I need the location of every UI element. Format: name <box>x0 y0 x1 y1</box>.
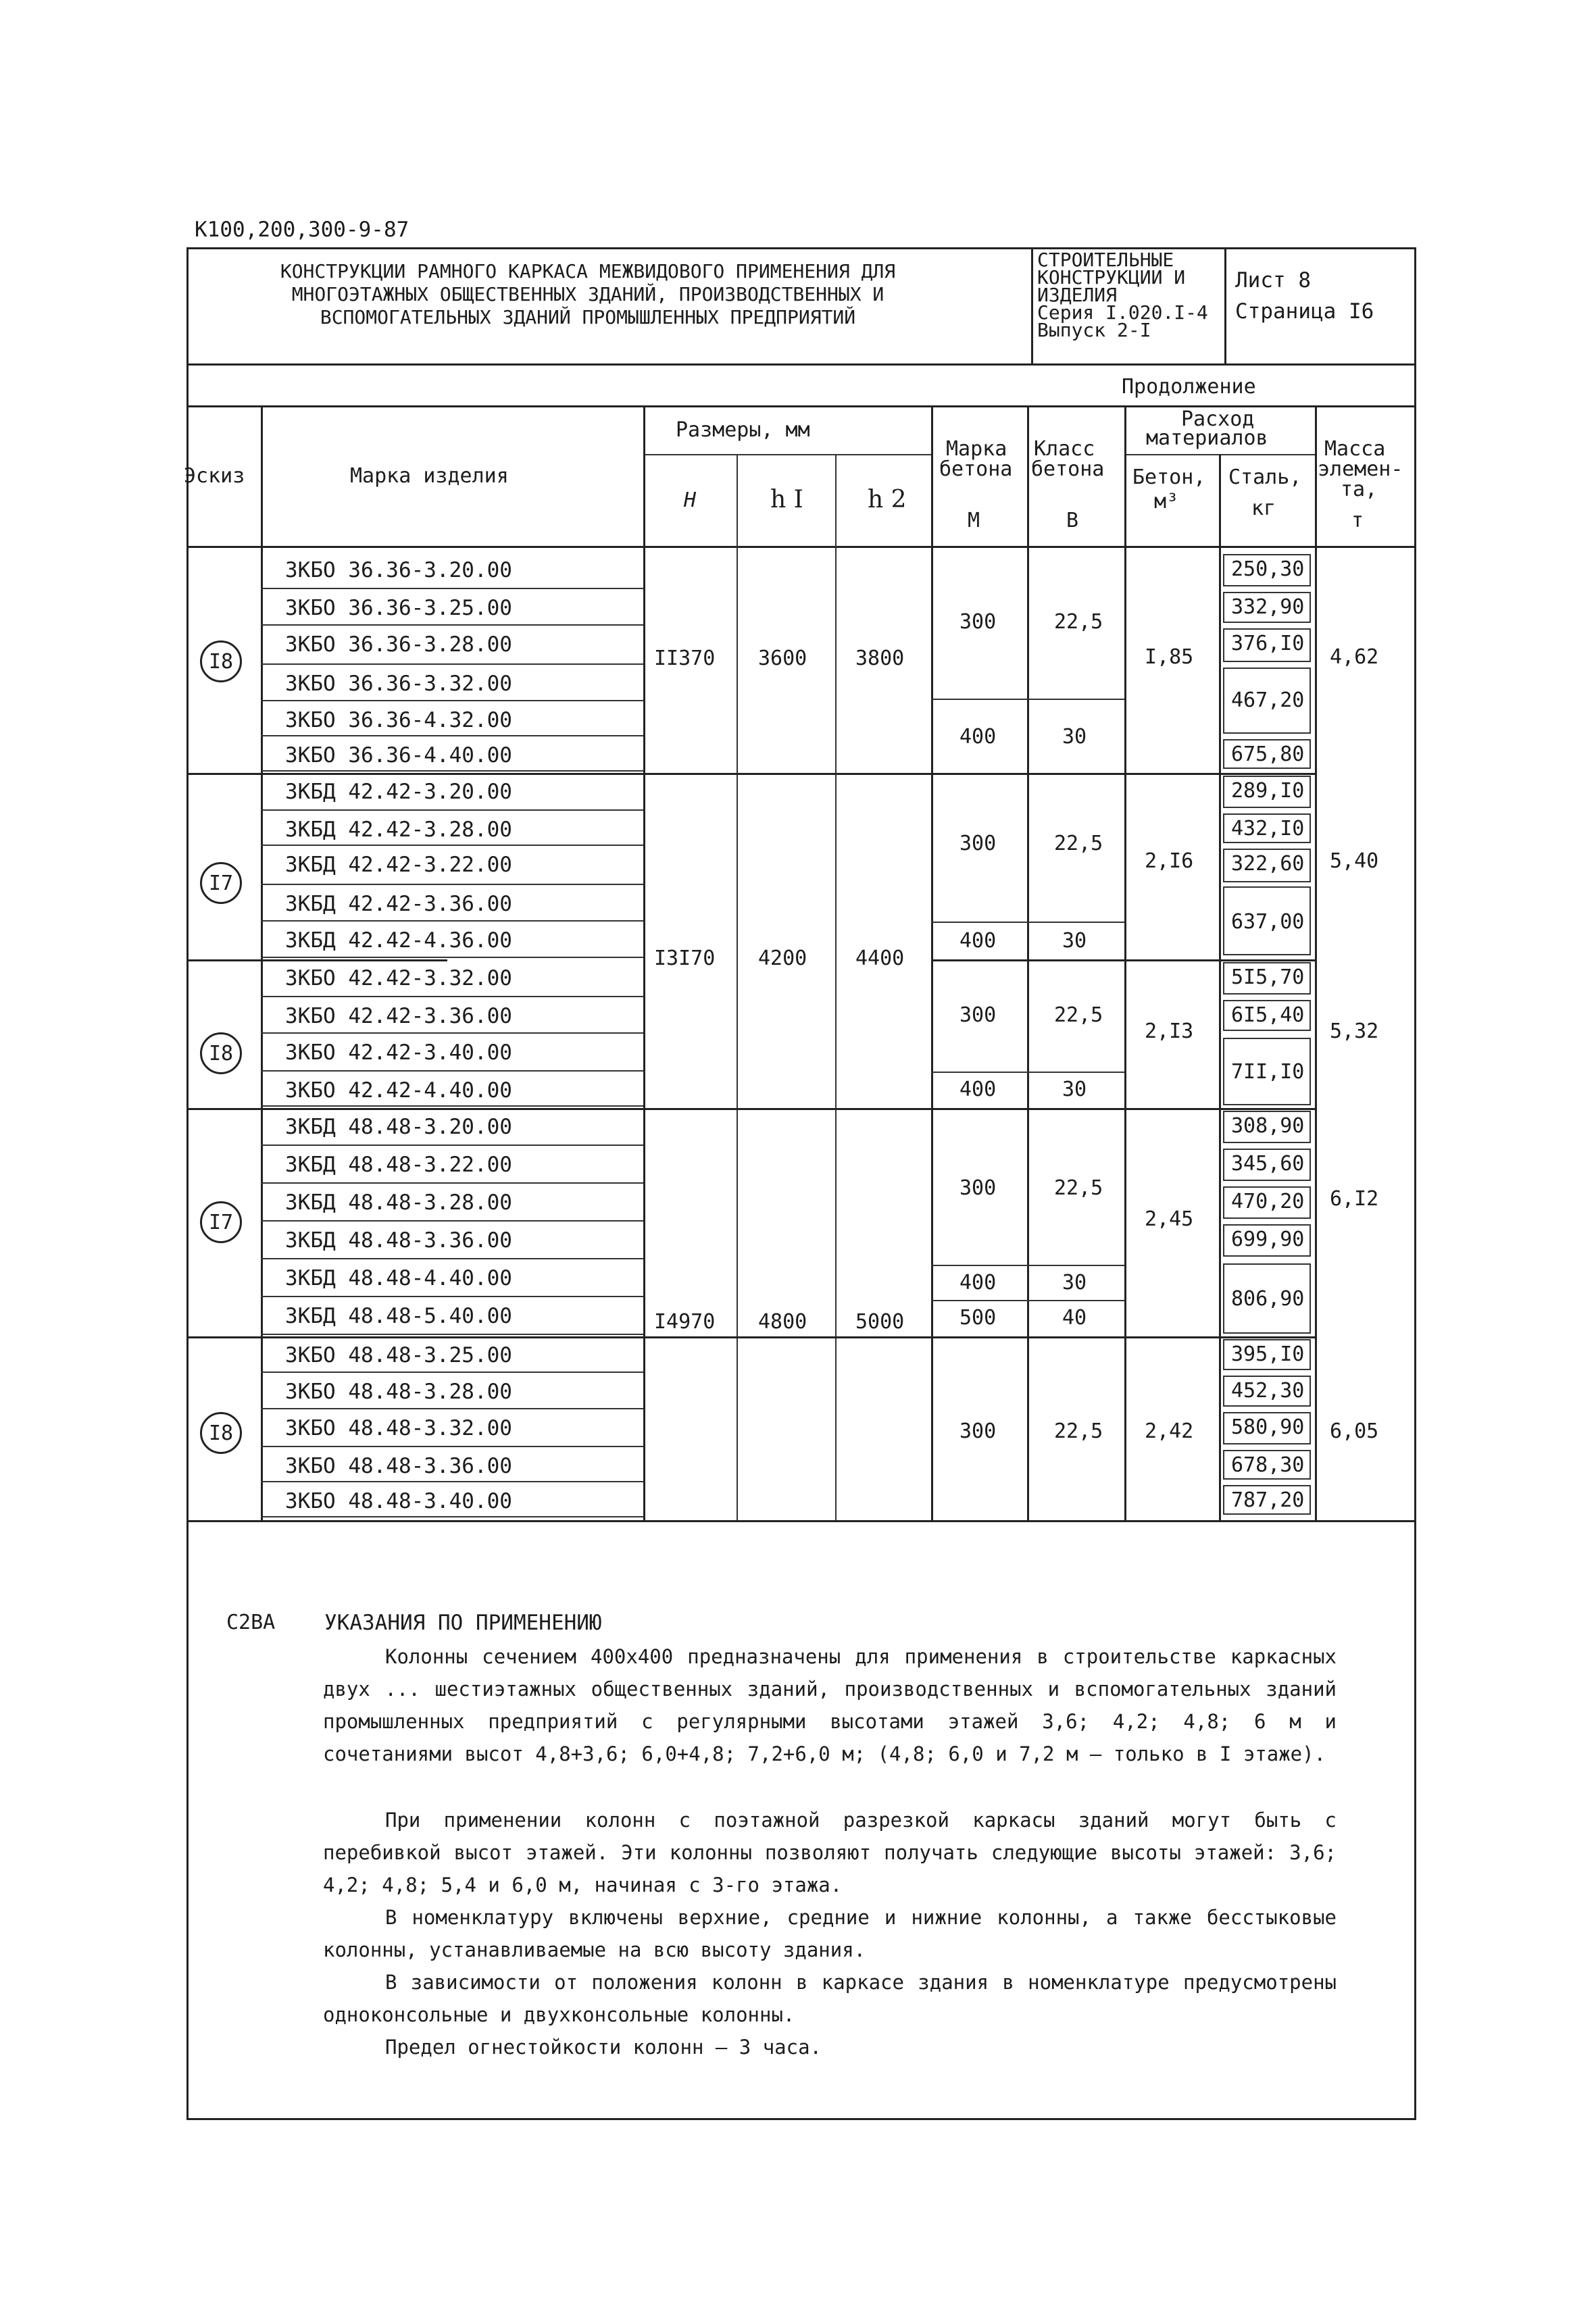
header-divider <box>1031 247 1033 363</box>
mark-row-rule <box>261 1182 643 1184</box>
table-row-steel: 470,20 <box>1231 1190 1305 1213</box>
col-rule <box>737 454 738 1520</box>
mark-row-rule <box>261 770 643 772</box>
table-row-steel: 6I5,40 <box>1231 1003 1305 1027</box>
header-class-3: В <box>1066 509 1079 532</box>
grade-rule <box>931 1300 1124 1301</box>
col-rule <box>643 405 645 1520</box>
group-rule <box>186 1336 1315 1338</box>
grade-rule <box>931 1072 1124 1073</box>
table-row-mark: 3КБО 36.36-3.32.00 <box>285 672 512 696</box>
mark-row-rule <box>261 624 643 626</box>
table-row-mark: 3КБО 42.42-4.40.00 <box>285 1078 512 1103</box>
mass-value: 5,32 <box>1330 1020 1379 1043</box>
class-value: 22,5 <box>1054 1419 1103 1443</box>
mark-row-rule <box>261 1408 643 1409</box>
table-row-steel: 452,30 <box>1231 1379 1305 1403</box>
grade-rule <box>931 699 1124 700</box>
mass-value: 6,I2 <box>1330 1187 1379 1211</box>
H-value: I3I70 <box>654 947 716 970</box>
document-code: К100,200,300-9-87 <box>195 218 409 242</box>
H-value: I4970 <box>654 1310 716 1334</box>
table-row-mark: 3КБО 48.48-3.40.00 <box>285 1489 512 1513</box>
grade-value: 300 <box>959 1176 997 1200</box>
class-value: 22,5 <box>1054 832 1103 855</box>
header-beton-2: м³ <box>1154 490 1179 513</box>
mark-row-rule <box>261 588 643 589</box>
table-row-steel: 376,I0 <box>1231 632 1305 655</box>
mark-row-rule <box>261 920 643 922</box>
sizes-rule <box>643 454 931 455</box>
mark-row-rule <box>261 1220 643 1222</box>
table-row-mark: 3КБД 48.48-3.28.00 <box>285 1190 512 1215</box>
table-row-mark: 3КБО 42.42-3.40.00 <box>285 1040 512 1065</box>
h1-value: 4800 <box>758 1310 807 1334</box>
class-value: 30 <box>1062 1078 1087 1101</box>
header-mass-3: та, <box>1341 478 1378 501</box>
table-row-steel: 308,90 <box>1231 1114 1305 1138</box>
sheet-number: Лист 8 <box>1235 268 1311 293</box>
steel-merged-value: 806,90 <box>1231 1287 1305 1311</box>
sketch-marker: I8 <box>200 640 242 682</box>
table-row-mark: 3КБД 42.42-4.36.00 <box>285 928 512 953</box>
header-title <box>223 260 953 329</box>
table-row-mark: 3КБО 42.42-3.32.00 <box>285 966 512 990</box>
table-row-steel: 580,90 <box>1231 1415 1305 1439</box>
col-rule <box>835 454 837 1520</box>
series-stamp <box>1037 251 1226 339</box>
steel-merged-value: 637,00 <box>1231 910 1305 934</box>
h2-value: 3800 <box>855 647 905 670</box>
notes-paragraph: При применении колонн с поэтажной разрезкой каркасы зданий могут быть с перебивкой высот этажей. Эти колонны позволяют получать следующие высоты этажей: 3,6; 4,2; 4,8; 5,4 и 6,0 м, начиная с 3-го этажа. <box>323 1809 1337 1896</box>
header-grade-1: Марка <box>946 437 1007 461</box>
steel-merged-value: 467,20 <box>1231 688 1305 712</box>
header-H: Н <box>684 488 697 512</box>
mark-row-rule <box>261 1516 643 1517</box>
table-row-steel: 678,30 <box>1231 1453 1305 1477</box>
grade-rule <box>931 1265 1124 1266</box>
header-consumption-2: материалов <box>1146 426 1268 450</box>
header-class-1: Класс <box>1034 437 1095 461</box>
stamp-line: Выпуск 2-I <box>1037 319 1151 341</box>
table-row-steel: 699,90 <box>1231 1228 1305 1251</box>
sheet-info <box>1235 265 1374 327</box>
table-row-mark: 3КБО 48.48-3.36.00 <box>285 1454 512 1478</box>
mark-row-rule <box>261 1372 643 1373</box>
grade-value: 400 <box>959 1078 997 1101</box>
mark-row-rule <box>261 1032 643 1034</box>
header-sizes: Размеры, мм <box>676 418 810 442</box>
grade-rule <box>931 922 1124 923</box>
grade-value: 300 <box>959 1419 997 1443</box>
beton-value: 2,42 <box>1145 1419 1194 1443</box>
class-value: 30 <box>1062 725 1087 749</box>
page-number: Страница I6 <box>1235 299 1374 324</box>
stamp-line: КОНСТРУКЦИИ И <box>1037 266 1186 288</box>
class-value: 22,5 <box>1054 610 1103 634</box>
table-row-steel: 5I5,70 <box>1231 965 1305 989</box>
mark-row-rule <box>261 884 643 885</box>
group-rule <box>186 773 1315 775</box>
header-h1: h I <box>770 486 803 513</box>
table-row-steel: 345,60 <box>1231 1152 1305 1176</box>
mark-row-rule <box>261 809 643 811</box>
mark-row-rule <box>261 957 643 958</box>
table-row-mark: 3КБО 36.36-4.32.00 <box>285 708 512 732</box>
mark-row-rule <box>261 663 643 665</box>
table-row-steel: 322,60 <box>1231 852 1305 876</box>
beton-value: 2,I6 <box>1145 849 1194 873</box>
header-beton-1: Бетон, <box>1132 466 1206 489</box>
col-rule <box>931 405 933 1520</box>
steel-merged-value: 7II,I0 <box>1231 1060 1305 1084</box>
table-header-bottom-rule <box>186 546 1416 548</box>
stamp-line: ИЗДЕЛИЯ <box>1037 284 1118 306</box>
header-h2: h 2 <box>868 486 907 513</box>
mark-row-rule <box>261 735 643 736</box>
beton-value: 2,45 <box>1145 1207 1194 1231</box>
grade-value: 300 <box>959 1003 997 1027</box>
class-value: 22,5 <box>1054 1176 1103 1200</box>
notes-paragraph: В зависимости от положения колонн в каркасе здания в номенклатуре предусмотрены одноконсольные и двухконсольные колонны. <box>323 1971 1337 2026</box>
sketch-marker: I8 <box>200 1032 242 1074</box>
table-row-mark: 3КБД 42.42-3.20.00 <box>285 780 512 804</box>
mark-row-rule <box>261 1446 643 1447</box>
header-title-line: ВСПОМОГАТЕЛЬНЫХ ЗДАНИЙ ПРОМЫШЛЕННЫХ ПРЕДПРИЯТИЙ <box>320 306 856 328</box>
h2-value: 4400 <box>855 947 905 970</box>
grade-value: 500 <box>959 1306 997 1330</box>
notes-title: УКАЗАНИЯ ПО ПРИМЕНЕНИЮ <box>324 1611 602 1635</box>
h2-value: 5000 <box>855 1310 905 1334</box>
mark-row-rule <box>261 700 643 701</box>
table-row-steel: 289,I0 <box>1231 779 1305 803</box>
table-row-mark: 3КБО 48.48-3.28.00 <box>285 1380 512 1404</box>
mark-row-rule <box>261 845 643 846</box>
table-row-mark: 3КБД 48.48-4.40.00 <box>285 1266 512 1290</box>
header-mark: Марка изделия <box>350 464 509 488</box>
table-row-steel: 395,I0 <box>1231 1342 1305 1366</box>
table-row-mark: 3КБО 36.36-3.25.00 <box>285 596 512 620</box>
h1-value: 3600 <box>758 647 807 670</box>
sketch-marker: I7 <box>200 1201 242 1243</box>
grade-value: 300 <box>959 832 997 855</box>
col-rule <box>261 405 263 1520</box>
mark-row-rule <box>261 1145 643 1146</box>
H-value: II370 <box>654 647 716 670</box>
grade-value: 300 <box>959 610 997 634</box>
stamp-line: Серия I.020.I-4 <box>1037 301 1208 324</box>
continuation-label: Продолжение <box>1122 375 1256 399</box>
mark-row-rule <box>261 1105 643 1107</box>
mass-value: 5,40 <box>1330 849 1379 873</box>
notes-paragraph: Колонны сечением 400х400 предназначены для применения в строительстве каркасных двух ... шестиэтажных общественных зданий, производственных и вспомогательных зданий промышленных предприятий с регулярными высотами этажей 3,6; 4,2; 4,8; 6 м и сочетаниями высот 4,8+3,6; 6,0+4,8; 7,2+6,0 м; (4,8; 6,0 и 7,2 м – только в I этаже). <box>323 1645 1337 1765</box>
mark-row-rule <box>261 1258 643 1259</box>
table-row-mark: 3КБД 42.42-3.22.00 <box>285 853 512 877</box>
table-row-steel: 332,90 <box>1231 595 1305 619</box>
table-row-mark: 3КБО 42.42-3.36.00 <box>285 1004 512 1028</box>
mass-value: 4,62 <box>1330 645 1379 669</box>
header-consumption-1: Расход <box>1181 407 1255 431</box>
sketch-marker: I7 <box>200 862 242 904</box>
header-steel-1: Сталь, <box>1228 466 1302 489</box>
table-row-mark: 3КБО 48.48-3.25.00 <box>285 1343 512 1367</box>
class-value: 30 <box>1062 929 1087 953</box>
col-rule <box>1124 405 1126 1520</box>
mass-value: 6,05 <box>1330 1419 1379 1443</box>
header-mass-2: элемен- <box>1318 457 1403 481</box>
mark-row-rule <box>261 996 643 997</box>
class-value: 22,5 <box>1054 1003 1103 1027</box>
mark-row-rule <box>261 1296 643 1297</box>
notes-paragraph: Предел огнестойкости колонн – 3 часа. <box>385 2036 822 2059</box>
beton-value: I,85 <box>1145 645 1194 669</box>
mark-row-rule <box>261 1334 643 1335</box>
table-row-mark: 3КБО 36.36-3.20.00 <box>285 558 512 582</box>
h1-value: 4200 <box>758 947 807 970</box>
grade-value: 400 <box>959 725 997 749</box>
stamp-line: СТРОИТЕЛЬНЫЕ <box>1037 249 1174 271</box>
table-row-steel: 432,I0 <box>1231 817 1305 840</box>
group-rule <box>931 959 1315 961</box>
table-row-mark: 3КБО 48.48-3.32.00 <box>285 1416 512 1440</box>
col-rule <box>1027 405 1029 1520</box>
header-mass-1: Масса <box>1324 437 1386 461</box>
mark-row-rule <box>261 1481 643 1482</box>
table-row-mark: 3КБД 42.42-3.28.00 <box>285 818 512 842</box>
header-grade-3: М <box>968 509 980 532</box>
header-mass-4: т <box>1351 509 1364 532</box>
class-value: 30 <box>1062 1271 1087 1294</box>
sketch-marker: I8 <box>200 1412 242 1454</box>
group-rule <box>186 959 447 961</box>
table-row-steel: 250,30 <box>1231 557 1305 581</box>
col-rule <box>1219 454 1221 1520</box>
beton-value: 2,I3 <box>1145 1020 1194 1043</box>
grade-value: 400 <box>959 929 997 953</box>
col-rule <box>1315 405 1317 1520</box>
mark-row-rule <box>261 1070 643 1072</box>
notes-code: С2ВА <box>226 1611 276 1634</box>
class-value: 40 <box>1062 1306 1087 1330</box>
table-bottom-rule <box>186 1520 1416 1522</box>
header-title-line: КОНСТРУКЦИИ РАМНОГО КАРКАСА МЕЖВИДОВОГО ПРИМЕНЕНИЯ ДЛЯ <box>280 260 896 282</box>
table-row-mark: 3КБД 48.48-3.20.00 <box>285 1115 512 1139</box>
header-sketch: Эскиз <box>184 464 245 488</box>
table-row-steel: 787,20 <box>1231 1488 1305 1512</box>
table-row-mark: 3КБД 48.48-3.22.00 <box>285 1153 512 1177</box>
table-row-mark: 3КБД 42.42-3.36.00 <box>285 892 512 916</box>
grade-value: 400 <box>959 1271 997 1294</box>
header-title-line: МНОГОЭТАЖНЫХ ОБЩЕСТВЕННЫХ ЗДАНИЙ, ПРОИЗВОДСТВЕННЫХ И <box>291 283 884 305</box>
table-row-mark: 3КБО 36.36-4.40.00 <box>285 743 512 768</box>
table-row-mark: 3КБО 36.36-3.28.00 <box>285 632 512 657</box>
group-rule <box>186 1108 1315 1110</box>
notes-paragraph: В номенклатуру включены верхние, средние и нижние колонны, а также бесстыковые колонны, устанавливаемые на всю высоту здания. <box>323 1906 1337 1961</box>
header-bottom-rule <box>186 363 1416 366</box>
header-grade-2: бетона <box>939 457 1013 481</box>
table-row-mark: 3КБД 48.48-3.36.00 <box>285 1228 512 1253</box>
header-steel-2: кг <box>1251 497 1276 520</box>
table-row-mark: 3КБД 48.48-5.40.00 <box>285 1304 512 1328</box>
table-row-steel: 675,80 <box>1231 743 1305 766</box>
header-class-2: бетона <box>1031 457 1105 481</box>
